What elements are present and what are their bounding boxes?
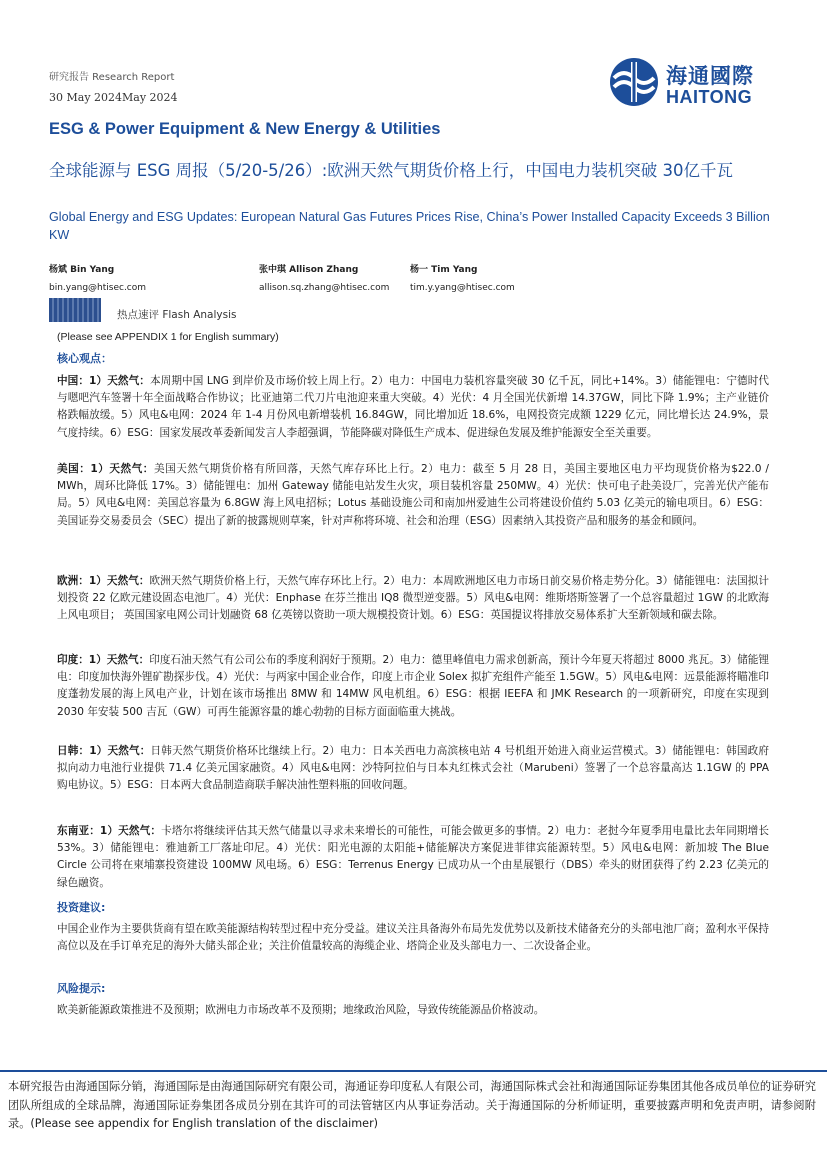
- author-email[interactable]: bin.yang@htisec.com: [49, 283, 147, 293]
- paragraph-body: 印度石油天然气有公司公布的季度利润好于预期。2）电力：德里峰值电力需求创新高，预计今年夏天将超过 8000 兆瓦。3）储能锂电：印度加快海外锂矿勘探步伐。4）光伏：与两家中国企业合作，印度上市企业 Solex 拟扩充组件产能至 1.5GW。5）风电&电网：远景能源将瞄准印度蓬勃发展的海上风电产业，计划在该市场推出 8MW 和 14MW 风电机组。6）ESG：根据 IEEFA 和 JMK Research 的一项新研究，印度在实现到 2030 年安装 500 吉瓦（GW）可再生能源容量的雄心勃勃的目标方面面临重大挑战。: [57, 654, 770, 718]
- paragraph-southeast-asia: [57, 823, 769, 892]
- paragraph-body: 日韩天然气期货价格环比继续上行。2）电力：日本关西电力高滨核电站 4 号机组开始进入商业运营模式。3）储能锂电：韩国政府拟向动力电池行业提供 71.4 亿美元国家融资。4）风电&电网：沙特阿拉伯与日本丸红株式会社（Marubeni）签署了一个总容量高达 1.1GW 的 PPA 购电协议。5）ESG：日本两大食品制造商联手解决油性塑料瓶的回收问题。: [57, 745, 769, 792]
- paragraph-india: [57, 652, 769, 721]
- flash-analysis-banner-icon: [49, 298, 101, 322]
- flash-analysis-label: 热点速评 Flash Analysis: [117, 309, 237, 321]
- paragraph-body: 美国天然气期货价格有所回落，天然气库存环比上行。2）电力：截至 5 月 28 日，美国主要地区电力平均现货价格为$22.0 / MWh，周环比降低 17%。3）储能锂电：加州 Gateway 储能电站发生火灾，项目装机容量 250MW。4）光伏：快可电子赴美设厂，完善光伏产能布局。5）风电&电网：美国总容量为 6.8GW 海上风电招标；Lotus 基础设施公司和南加州爱迪生公司将建设价值约 5.03 亿美元的输电项目。6）ESG：美国证券交易委员会（SEC）提出了新的披露规则草案，针对声称将环境、社会和治理（ESG）因素纳入其投资产品和服务的基金和顾问。: [57, 463, 769, 527]
- report-date: 30 May 2024May 2024: [49, 91, 178, 104]
- paragraph-japan-korea: [57, 743, 769, 795]
- section-risk: 风险提示:: [57, 982, 106, 995]
- appendix-note: (Please see APPENDIX 1 for English summary): [57, 331, 279, 343]
- report-type-label: 研究报告 Research Report: [49, 72, 175, 83]
- footer-divider: [0, 1070, 827, 1072]
- report-title-cn: 全球能源与 ESG 周报（5/20-5/26）:欧洲天然气期货价格上行，中国电力装机突破 30亿千瓦: [49, 161, 734, 180]
- footer-disclaimer: 本研究报告由海通国际分销，海通国际是由海通国际研究有限公司，海通证券印度私人有限公司，海通国际株式会社和海通国际证券集团其他各成员单位的证券研究团队所组成的全球品牌，海通国际证券集团各成员分别在其许可的司法管辖区内从事证券活动。关于海通国际的分析师证明，重要披露声明和免责声明，请参阅附录。(Please see appendix for English translation of the disclaimer): [8, 1080, 816, 1131]
- author-name: 张中琪 Allison Zhang: [259, 265, 359, 275]
- author-email[interactable]: tim.y.yang@htisec.com: [410, 283, 515, 293]
- paragraph-head: 中国：1）天然气：: [57, 375, 150, 387]
- haitong-logo: [608, 56, 778, 108]
- paragraph-head: 美国：1）天然气：: [57, 463, 154, 475]
- paragraph-head: 欧洲：1）天然气：: [57, 575, 150, 587]
- report-title-en: Global Energy and ESG Updates: European Natural Gas Futures Prices Rise, China’s Power Installed Capacity Exceeds 3 Billion KW: [49, 210, 770, 242]
- sector-title: ESG & Power Equipment & New Energy & Utilities: [49, 120, 441, 138]
- section-core-views: 核心观点：: [57, 352, 112, 365]
- paragraph-europe: [57, 573, 769, 625]
- paragraph-head: 印度：1）天然气：: [57, 654, 150, 666]
- logo-text-cn: 海通國際: [666, 64, 754, 88]
- author-name: 杨一 Tim Yang: [410, 265, 478, 275]
- paragraph-body: 本周期中国 LNG 到岸价及市场价较上周上行。2）电力：中国电力装机容量突破 30 亿千瓦，同比+14%。3）储能锂电：宁德时代与嗯吧汽车签署十年全面战略合作协议；比亚迪第二代刀片电池迎来重大突破。4）光伏：4 月全国光伏新增 14.37GW，同比下降 1.9%；主产业链价格跌幅放缓。5）风电&电网：2024 年 1-4 月份风电新增装机 16.84GW，同比增加近 18.6%，电网投资完成额 1229 亿元，同比增长达 24.9%，景气度持续。6）ESG：国家发展改革委新闻发言人李超强调，节能降碳对降低生产成本、促进绿色发展及维护能源安全至关重要。: [57, 375, 769, 439]
- author-name: 杨斌 Bin Yang: [49, 265, 115, 275]
- section-investment: 投资建议:: [57, 901, 106, 914]
- haitong-emblem-icon: [608, 56, 660, 108]
- paragraph-body: 卡塔尔将继续评估其天然气储量以寻求未来增长的可能性，可能会做更多的事情。2）电力：老挝今年夏季用电量比去年同期增长 53%。3）储能锂电：雅迪新工厂落址印尼。4）光伏：阳光电源的太阳能+储能解决方案促进菲律宾能源转型。5）风电&电网：新加坡 The Blue Circle 公司将在柬埔寨投资建设 100MW 风电场。6）ESG：Terrenus Energy 已成功从一个由星展银行（DBS）牵头的财团获得了约 2.23 亿美元的绿色融资。: [57, 825, 769, 889]
- paragraph-body: 欧洲天然气期货价格上行，天然气库存环比上行。2）电力：本周欧洲地区电力市场日前交易价格走势分化。3）储能锂电：法国拟计划投资 22 亿欧元建设固态电池厂。4）光伏：Enphase 在芬兰推出 IQ8 微型逆变器。5）风电&电网：维斯塔斯签署了一个总容量超过 1GW 的北欧海上风电项目； 英国国家电网公司计划融资 68 亿英镑以资助一项大规模投资计划。6）ESG：英国提议将排放交易体系扩大至新领域和碳去除。: [57, 575, 769, 622]
- paragraph-head: 东南亚：1）天然气：: [57, 825, 162, 837]
- logo-text-en: HAITONG: [666, 87, 753, 107]
- risk-text: 欧美新能源政策推进不及预期；欧洲电力市场改革不及预期；地缘政治风险，导致传统能源品价格波动。: [57, 1004, 545, 1016]
- paragraph-head: 日韩：1）天然气：: [57, 745, 151, 757]
- paragraph-china: [57, 373, 769, 442]
- author-email[interactable]: allison.sq.zhang@htisec.com: [259, 283, 390, 293]
- investment-text: 中国企业作为主要供货商有望在欧美能源结构转型过程中充分受益。建议关注具备海外布局先发优势以及新技术储备充分的头部电池厂商；盈利水平保持高位以及在手订单充足的海外大储头部企业；关注价值量较高的海缆企业、塔筒企业及头部电力一、二次设备企业。: [57, 923, 769, 953]
- paragraph-usa: [57, 461, 769, 530]
